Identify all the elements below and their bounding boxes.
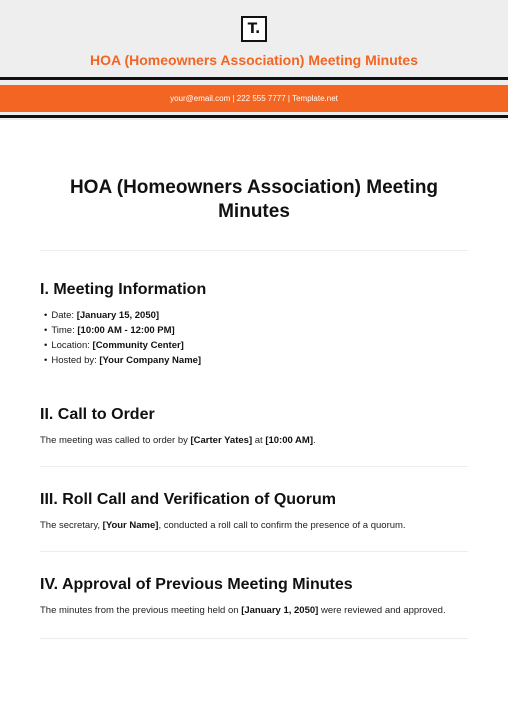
section-heading: III. Roll Call and Verification of Quorum: [40, 491, 337, 508]
document-body: [0, 176, 508, 639]
list-item: • Time: [10:00 AM - 12:00 PM]: [44, 325, 175, 336]
section-heading: IV. Approval of Previous Meeting Minutes: [40, 576, 353, 593]
template-logo: T.: [241, 16, 267, 42]
document-title: [40, 176, 468, 224]
section-heading: II. Call to Order: [40, 406, 155, 423]
section-heading: I. Meeting Information: [40, 281, 207, 298]
section-meeting-information: [40, 281, 468, 368]
divider: [40, 250, 468, 251]
page-header: [0, 0, 508, 120]
header-title: HOA (Homeowners Association) Meeting Minutes: [90, 52, 418, 68]
contact-info: your@email.com | 222 555 7777 | Template.net: [170, 94, 338, 103]
contact-band: [0, 85, 508, 112]
meeting-info-list: [40, 308, 468, 368]
section-approval-previous-minutes: [40, 576, 468, 618]
header-rule-bottom: [0, 115, 508, 118]
section-paragraph: The meeting was called to order by [Carter Yates] at [10:00 AM].: [40, 435, 316, 446]
divider: [40, 466, 468, 467]
header-rule-top: [0, 77, 508, 80]
section-paragraph: The secretary, [Your Name], conducted a roll call to confirm the presence of a quorum.: [40, 520, 406, 531]
document-title-line2: Minutes: [218, 201, 290, 222]
document-title-line1: HOA (Homeowners Association) Meeting: [69, 177, 439, 198]
list-item: • Hosted by: [Your Company Name]: [44, 355, 202, 366]
divider: [40, 551, 468, 552]
list-item: • Date: [January 15, 2050]: [44, 310, 160, 321]
section-roll-call: [40, 491, 468, 533]
section-paragraph: The minutes from the previous meeting held on [January 1, 2050] were reviewed and approved.: [40, 605, 446, 616]
section-call-to-order: [40, 406, 468, 448]
list-item: • Location: [Community Center]: [44, 340, 184, 351]
divider: [40, 638, 468, 639]
